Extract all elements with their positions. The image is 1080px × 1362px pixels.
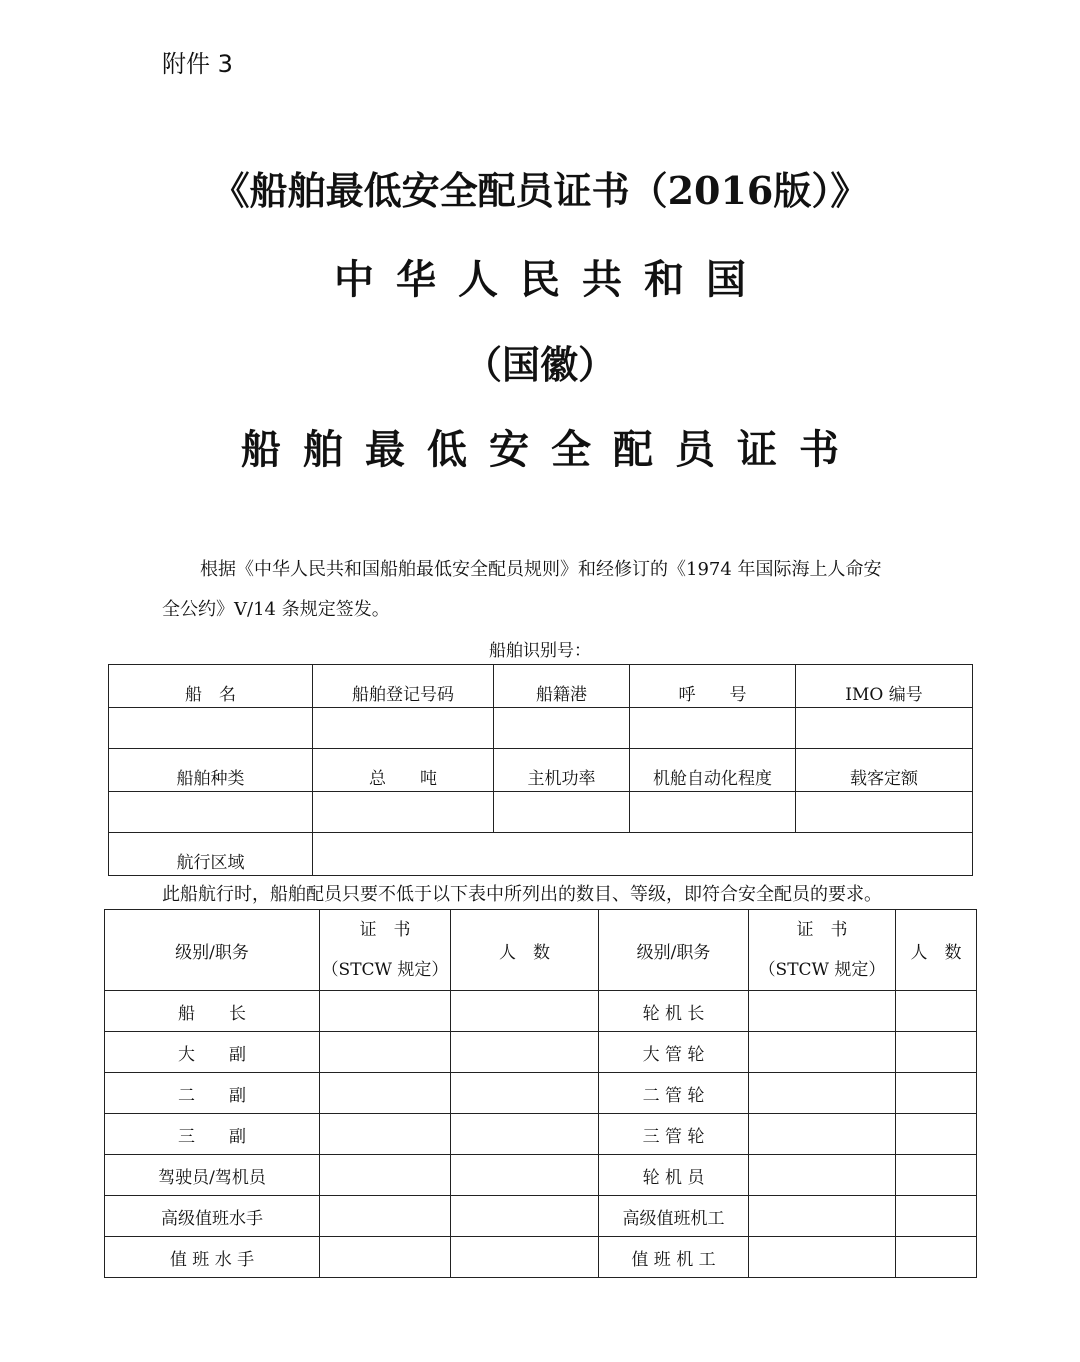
registration-number-cell[interactable] <box>313 708 494 749</box>
deck-certificate-cell[interactable] <box>320 1073 451 1114</box>
call-sign-cell[interactable] <box>630 708 796 749</box>
deck-rank-officer: 驾驶员/驾机员 <box>105 1155 320 1196</box>
certificate-title: 船舶最低安全配员证书 <box>241 426 861 473</box>
navigation-area-cell[interactable] <box>313 833 973 876</box>
header-engine-count: 人 数 <box>896 910 977 991</box>
engine-certificate-cell[interactable] <box>749 1114 896 1155</box>
header-automation-level: 机舱自动化程度 <box>630 749 796 792</box>
header-imo-number: IMO 编号 <box>796 665 973 708</box>
engine-count-cell[interactable] <box>896 1073 977 1114</box>
crew-row <box>105 1114 977 1155</box>
intro-line-2: 全公约》V/14 条规定签发。 <box>162 599 390 620</box>
deck-count-cell[interactable] <box>451 1073 599 1114</box>
engine-count-cell[interactable] <box>896 1196 977 1237</box>
deck-certificate-cell[interactable] <box>320 1196 451 1237</box>
intro-line-1: 根据《中华人民共和国船舶最低安全配员规则》和经修订的《1974 年国际海上人命安 <box>200 559 882 580</box>
crew-table <box>104 909 977 1278</box>
deck-certificate-cell[interactable] <box>320 1114 451 1155</box>
engine-count-cell[interactable] <box>896 991 977 1032</box>
deck-count-cell[interactable] <box>451 991 599 1032</box>
crew-row <box>105 1196 977 1237</box>
engine-certificate-cell[interactable] <box>749 1196 896 1237</box>
emblem-note: （国徽） <box>463 342 616 387</box>
deck-rank-chief-mate: 大 副 <box>105 1032 320 1073</box>
crew-row <box>105 1073 977 1114</box>
deck-rank-master: 船 长 <box>105 991 320 1032</box>
engine-rank-engineer: 轮 机 员 <box>599 1155 749 1196</box>
header-navigation-area: 航行区域 <box>109 833 313 876</box>
document-title: 《船舶最低安全配员证书（2016版）》 <box>211 168 869 213</box>
header-engine-certificate <box>749 910 896 991</box>
engine-rank-fourth-engineer: 三 管 轮 <box>599 1114 749 1155</box>
engine-rank-third-engineer: 二 管 轮 <box>599 1073 749 1114</box>
engine-count-cell[interactable] <box>896 1032 977 1073</box>
header-deck-rank: 级别/职务 <box>105 910 320 991</box>
ship-type-cell[interactable] <box>109 792 313 833</box>
header-registration-number: 船舶登记号码 <box>313 665 494 708</box>
deck-certificate-cell[interactable] <box>320 991 451 1032</box>
header-call-sign: 呼 号 <box>630 665 796 708</box>
header-deck-count: 人 数 <box>451 910 599 991</box>
gross-tonnage-cell[interactable] <box>313 792 494 833</box>
crew-row <box>105 1032 977 1073</box>
navigation-area-row <box>109 833 973 876</box>
engine-certificate-cell[interactable] <box>749 991 896 1032</box>
deck-count-cell[interactable] <box>451 1114 599 1155</box>
deck-certificate-cell[interactable] <box>320 1032 451 1073</box>
engine-rank-rating: 值 班 机 工 <box>599 1237 749 1278</box>
header-gross-tonnage: 总 吨 <box>313 749 494 792</box>
passenger-capacity-cell[interactable] <box>796 792 973 833</box>
engine-rank-second-engineer: 大 管 轮 <box>599 1032 749 1073</box>
engine-count-cell[interactable] <box>896 1237 977 1278</box>
deck-count-cell[interactable] <box>451 1155 599 1196</box>
crew-header-row <box>105 910 977 991</box>
crew-row <box>105 1237 977 1278</box>
header-deck-certificate <box>320 910 451 991</box>
requirement-note: 此船航行时，船舶配员只要不低于以下表中所列出的数目、等级，即符合安全配员的要求。 <box>162 884 882 905</box>
intro-paragraph <box>162 550 962 630</box>
ship-name-cell[interactable] <box>109 708 313 749</box>
engine-certificate-cell[interactable] <box>749 1237 896 1278</box>
attachment-label: 附件 3 <box>162 50 233 78</box>
deck-certificate-cell[interactable] <box>320 1155 451 1196</box>
ship-header-row-1 <box>109 665 973 708</box>
deck-rank-able-seafarer: 高级值班水手 <box>105 1196 320 1237</box>
ship-header-row-2 <box>109 749 973 792</box>
engine-power-cell[interactable] <box>494 792 630 833</box>
ship-info-table <box>108 664 973 876</box>
country-name: 中华人民共和国 <box>334 256 768 303</box>
stcw-label: （STCW 规定） <box>758 960 886 980</box>
deck-certificate-cell[interactable] <box>320 1237 451 1278</box>
header-engine-rank: 级别/职务 <box>599 910 749 991</box>
imo-number-cell[interactable] <box>796 708 973 749</box>
deck-rank-second-mate: 二 副 <box>105 1073 320 1114</box>
crew-row <box>105 1155 977 1196</box>
header-ship-type: 船舶种类 <box>109 749 313 792</box>
port-of-registry-cell[interactable] <box>494 708 630 749</box>
deck-rank-rating: 值 班 水 手 <box>105 1237 320 1278</box>
ship-value-row-1 <box>109 708 973 749</box>
deck-count-cell[interactable] <box>451 1196 599 1237</box>
engine-count-cell[interactable] <box>896 1114 977 1155</box>
certificate-label: 证 书 <box>796 920 848 940</box>
deck-count-cell[interactable] <box>451 1032 599 1073</box>
deck-count-cell[interactable] <box>451 1237 599 1278</box>
engine-certificate-cell[interactable] <box>749 1032 896 1073</box>
certificate-label: 证 书 <box>359 920 411 940</box>
engine-certificate-cell[interactable] <box>749 1155 896 1196</box>
deck-rank-third-mate: 三 副 <box>105 1114 320 1155</box>
stcw-label: （STCW 规定） <box>321 960 449 980</box>
automation-level-cell[interactable] <box>630 792 796 833</box>
engine-rank-chief-engineer: 轮 机 长 <box>599 991 749 1032</box>
engine-certificate-cell[interactable] <box>749 1073 896 1114</box>
engine-count-cell[interactable] <box>896 1155 977 1196</box>
engine-rank-able-engine: 高级值班机工 <box>599 1196 749 1237</box>
header-engine-power: 主机功率 <box>494 749 630 792</box>
crew-row <box>105 991 977 1032</box>
header-passenger-capacity: 载客定额 <box>796 749 973 792</box>
header-ship-name: 船 名 <box>109 665 313 708</box>
header-port-of-registry: 船籍港 <box>494 665 630 708</box>
ship-id-label: 船舶识别号： <box>489 641 591 661</box>
ship-value-row-2 <box>109 792 973 833</box>
